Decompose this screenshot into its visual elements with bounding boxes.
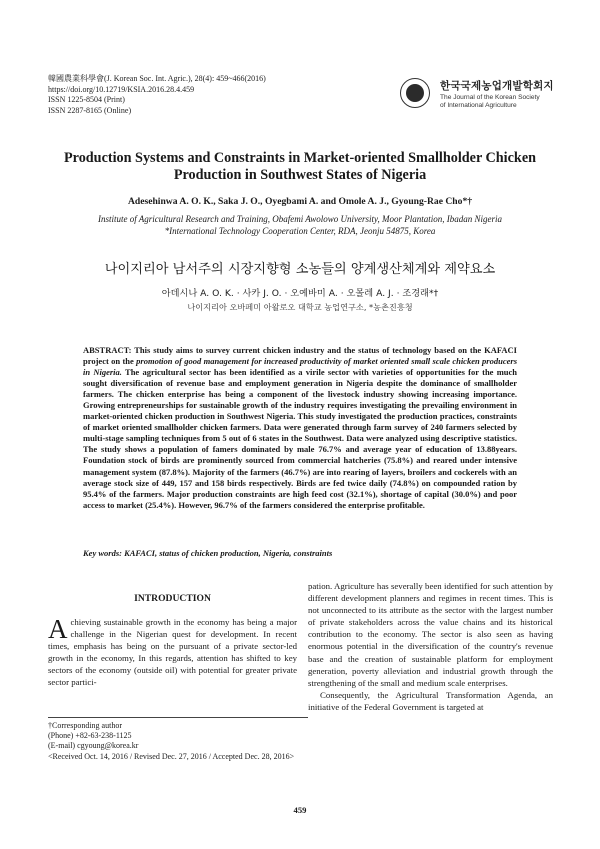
- society-name-en-line1: The Journal of the Korean Society: [440, 94, 540, 101]
- intro-paragraph: [48, 616, 297, 689]
- page-number: 459: [293, 805, 307, 815]
- abstract-text-1: This study aims to survey current chicken industry and the status of technology based on the KAFACI project on the: [83, 345, 517, 367]
- article-title-korean: 나이지리아 남서주의 시장지향형 소농들의 양계생산체계와 제약요소: [104, 262, 496, 277]
- issn-print: ISSN 1225-8504 (Print): [48, 95, 125, 105]
- body-paragraph-1: pation. Agriculture has severally been identified for such attention by different development planners and regimes in recent times. This is not unconnected to its attribute as the sector with the largest number of private stakeholders across the value chains and its historical contribution to the economy. The sector is also seen as having enormous potential in the diversification of the country's revenue base and the creation of sustainable platform for employment generation, poverty alleviation and industrial growth through the strengthening of the small and medium scale enterprises.: [308, 581, 553, 688]
- abstract-label: ABSTRACT:: [83, 345, 135, 355]
- society-name-korean: 한국국제농업개발학회지: [440, 80, 554, 92]
- doi-link[interactable]: https://doi.org/10.12719/KSIA.2016.28.4.459: [48, 84, 195, 94]
- footnote-phone: (Phone) +82-63-238-1125: [48, 731, 132, 741]
- drop-cap: A: [48, 614, 68, 644]
- affiliation-korean: 나이지리아 오바페미 아왈로오 대학교 농업연구소, *농촌진흥청: [187, 302, 413, 312]
- footnote: [48, 717, 308, 762]
- affiliation-primary: Institute of Agricultural Research and Training, Obafemi Awolowo University, Moor Plantation, Ibadan Nigeria: [97, 214, 503, 224]
- abstract: [83, 345, 517, 511]
- issn-online: ISSN 2287-8165 (Online): [48, 105, 132, 115]
- journal-citation: 韓國農業科學會(J. Korean Soc. Int. Agric.), 28(4): 459~466(2016): [48, 74, 266, 83]
- intro-paragraph-text: chieving sustainable growth in the economy has being a major challenge in the Nigerian quest for development. In recent times, emphasis has being on the pursuant of a private sector-led growth in the economy, In this regards, attention has shifted to key sectors of the economy (outside oil) with potential for greater private sector partici-: [48, 617, 297, 688]
- article-title-line1: Production Systems and Constraints in Market-oriented Smallholder Chicken: [63, 150, 537, 166]
- affiliations: [40, 214, 560, 237]
- keywords: Key words: KAFACI, status of chicken production, Nigeria, constraints: [83, 548, 333, 558]
- society-emblem-icon: [400, 78, 430, 108]
- body-column-right: [308, 580, 553, 713]
- society-logo: [400, 78, 600, 114]
- society-name-en-line2: of International Agriculture: [440, 102, 517, 109]
- footnote-corresponding: †Corresponding author: [48, 721, 122, 730]
- body-column-left: [48, 593, 297, 689]
- journal-header: [48, 74, 266, 116]
- body-paragraph-2: Consequently, the Agricultural Transformation Agenda, an initiative of the Federal Government is targeted at: [308, 689, 553, 712]
- article-title-line2: Production in Southwest States of Nigeria: [173, 167, 427, 183]
- author-list-korean: 아데시나 A. O. K. · 사카 J. O. · 오예바미 A. · 오몰레 A. J. · 조경래*†: [161, 288, 439, 299]
- author-list: Adesehinwa A. O. K., Saka J. O., Oyegbami A. and Omole A. J., Gyoung-Rae Cho*†: [127, 196, 473, 207]
- footnote-email[interactable]: (E-mail) cgyoung@korea.kr: [48, 741, 139, 751]
- society-name-english: [440, 94, 540, 110]
- article-title: [40, 150, 560, 184]
- footnote-dates: <Received Oct. 14, 2016 / Revised Dec. 27, 2016 / Accepted Dec. 28, 2016>: [48, 751, 295, 761]
- section-heading-introduction: INTRODUCTION: [134, 593, 211, 604]
- affiliation-secondary: *International Technology Cooperation Center, RDA, Jeonju 54875, Korea: [164, 225, 436, 236]
- abstract-project-title: promotion of good management for increased productivity of market oriented small scale chicken producers in Nigeria.: [83, 356, 517, 378]
- abstract-text-2: The agricultural sector has been identified as a virile sector with varieties of opportunities for the much sought diversification of revenue base and employment generation in Nigeria despite the dominance of smallholder farmers. The chicken enterprise has being a component of the livestock industry showing increasing importance. Growing entrepreneurships for sustainable growth of the industry requires investigating the prevailing environment in market-oriented chicken production in Southwest Nigeria. This study investigated the production practices, constraints of market oriented smallholder chicken farmers. Data were generated through farm survey of 240 farmers selected by multi-stage sampling techniques from 5 out of 6 states in the Southwest. Data were analyzed using descriptive statistics. The study shows a population of famers dominated by male 76.7% and average year of education of 13.88years. Foundation stock of birds are prominently sourced from commercial hatcheries (75.8%) and reared under intensive management system (87.8%). Majority of the farmers (46.7%) are into rearing of layers, broilers and cockerels with an average stock size of 449, 157 and 158 birds respectively. Birds are fed twice daily (74.8%) on compounded ration by 95.4% of the farmers. Major production constraints are high feed cost (32.1%), shortage of capital (30.0%) and poor access to market (25.4%). However, 96.7% of the farmers considered the enterprise profitable.: [83, 367, 518, 510]
